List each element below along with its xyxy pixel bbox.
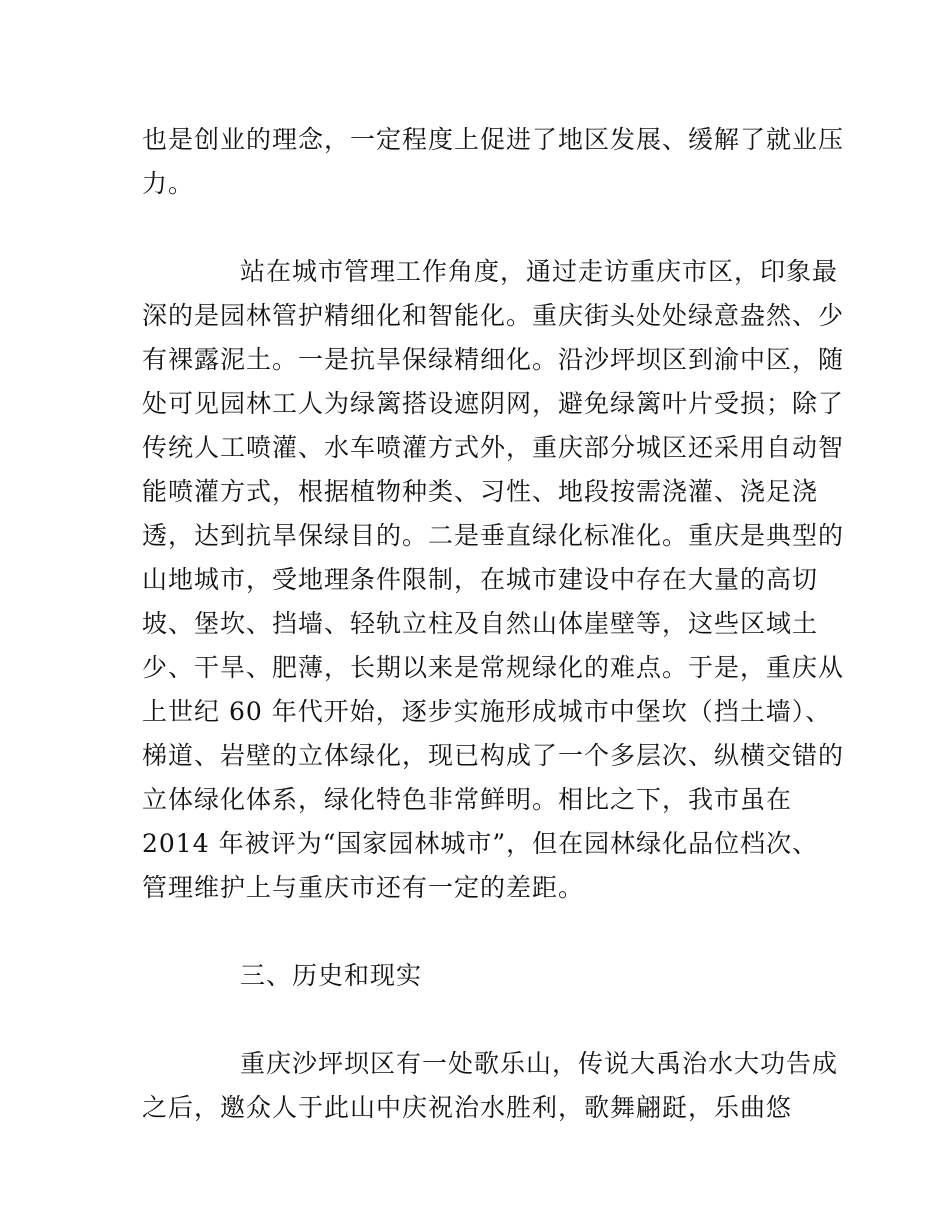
paragraph-2-line-1: 站在城市管理工作角度，通过走访重庆市区，印象最 [240,257,839,286]
paragraph-2-line-5: 传统人工喷灌、水车喷灌方式外，重庆部分城区还采用自动智 [142,433,845,462]
paragraph-3-line-1: 重庆沙坪坝区有一处歌乐山，传说大禹治水大功告成 [240,1049,839,1078]
paragraph-2-line-7: 透，达到抗旱保绿目的。二是垂直绿化标准化。重庆是典型的 [142,521,845,550]
paragraph-2-line-9: 坡、堡坎、挡墙、轻轨立柱及自然山体崖壁等，这些区域土 [142,609,819,638]
paragraph-2-line-15: 管理维护上与重庆市还有一定的差距。 [142,873,585,902]
paragraph-2-line-6: 能喷灌方式，根据植物种类、习性、地段按需浇灌、浇足浇 [142,477,819,506]
paragraph-1-line-1: 也是创业的理念，一定程度上促进了地区发展、缓解了就业压 [142,125,845,154]
section-heading: 三、历史和现实 [240,961,423,990]
paragraph-3-line-2: 之后，邀众人于此山中庆祝治水胜利，歌舞翩跹，乐曲悠 [142,1093,793,1122]
paragraph-2-line-2: 深的是园林管护精细化和智能化。重庆街头处处绿意盎然、少 [142,301,845,330]
paragraph-2-line-10: 少、干旱、肥薄，长期以来是常规绿化的难点。于是，重庆从 [142,653,845,682]
paragraph-2-line-13: 立体绿化体系，绿化特色非常鲜明。相比之下，我市虽在 [142,785,793,814]
paragraph-2-line-8: 山地城市，受地理条件限制，在城市建设中存在大量的高切 [142,565,819,594]
paragraph-1-line-2: 力。 [142,169,195,198]
paragraph-2-line-12: 梯道、岩壁的立体绿化，现已构成了一个多层次、纵横交错的 [142,741,845,770]
paragraph-2-line-11: 上世纪 60 年代开始，逐步实施形成城市中堡坎（挡土墙）、 [142,697,832,726]
paragraph-2-line-4: 处可见园林工人为绿篱搭设遮阴网，避免绿篱叶片受损；除了 [142,389,845,418]
paragraph-2-line-3: 有裸露泥土。一是抗旱保绿精细化。沿沙坪坝区到渝中区，随 [142,345,845,374]
paragraph-2-line-14: 2014 年被评为“国家园林城市”，但在园林绿化品位档次、 [142,829,819,858]
